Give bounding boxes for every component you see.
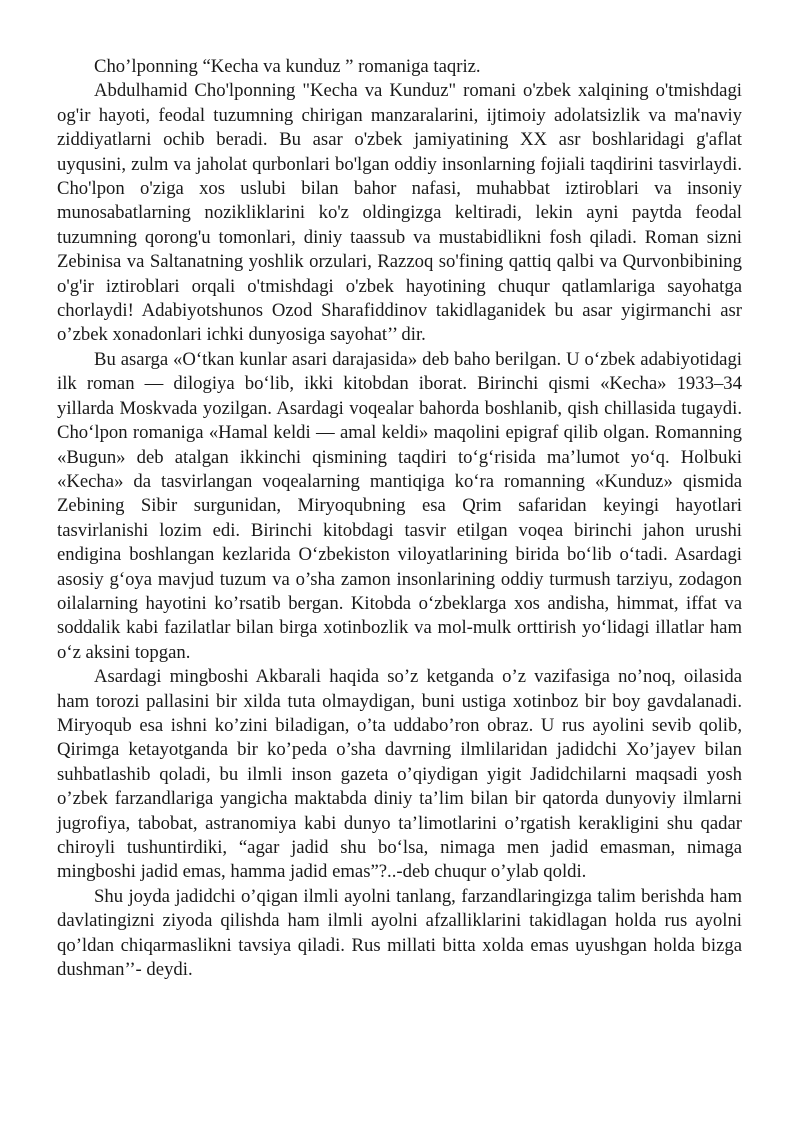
document-page	[57, 55, 742, 982]
paragraph-1: Abdulhamid Cho'lponning "Kecha va Kunduz" romani o'zbek xalqining o'tmishdagi og'ir hayoti, feodal tuzumning chirigan manzaralarini, ijtimoiy adolatsizlik va ma'naviy ziddiyatlarni ochib beradi. Bu asar o'zbek jamiyatining XX asr boshlaridagi g'aflat uyqusini, zulm va jaholat qurbonlari bo'lgan oddiy insonlarning fojiali taqdirini tasvirlaydi. Cho'lpon o'ziga xos uslubi bilan bahor nafasi, muhabbat iztiroblari va insoniy munosabatlarning nozikliklarini ko'z oldingizga keltiradi, lekin ayni paytda feodal tuzumning qorong'u tomonlari, diniy taassub va mustabidlikni fosh qiladi. Roman sizni Zebinisa va Saltanatning yoshlik orzulari, Razzoq so'fining qattiq qalbi va Qurvonbibining o'g'ir iztiroblari orqali o'tmishdagi o'zbek hayotining chuqur qatlamlariga sayohatga chorlaydi! Adabiyotshunos Ozod Sharafiddinov takidlaganidek bu asar yigirmanchi asr o’zbek xonadonlari ichki dunyosiga sayohat’’ dir.	[57, 80, 742, 346]
paragraph-4: Shu joyda jadidchi o’qigan ilmli ayolni tanlang, farzandlaringizga talim berishda ham davlatingizni ziyoda qilishda ham ilmli ayolni afzalliklarini takidlagan holda rus ayolni qo’ldan chiqarmaslikni tavsiya qiladi. Rus millati bitta xolda emas uyushgan holda bizga dushman’’- deydi.	[57, 885, 742, 981]
paragraph-3: Asardagi mingboshi Akbarali haqida so’z ketganda o’z vazifasiga no’noq, oilasida ham torozi pallasini bir xilda tuta olmaydigan, buni ustiga xotinboz bir boy gavdalanadi. Miryoqub esa ishni ko’zini biladigan, o’ta uddabo’ron obraz. U rus ayolini sevib qolib, Qirimga ketayotganda bir ko’peda o’sha davrning ilmlilaridan jadidchi Xo’jayev bilan suhbatlashib qoladi, bu ilmli inson gazeta o’qiydigan yigit Jadidchilarni maqsadi yosh o’zbek farzandlariga yangicha maktabda diniy ta’lim bilan bir qatorda dunyoviy ilmlarni jugrofiya, tabobat, astranomiya kabi dunyo ta’limotlarini o’rgatish kerakligini shu qadar chiroyli tushuntirdiki, “agar jadid shu bo‘lsa, nimaga men jadid emasman, nimaga mingboshi jadid emas, hamma jadid emas”?..-deb chuqur o’ylab qoldi.	[57, 666, 742, 883]
paragraph-2: Bu asarga «O‘tkan kunlar asari darajasida» deb baho berilgan. U o‘zbek adabiyotidagi ilk roman — dilogiya bo‘lib, ikki kitobdan iborat. Birinchi qismi «Kecha» 1933–34 yillarda Moskvada yozilgan. Asardagi voqealar bahorda boshlanib, qish chillasida tugaydi. Cho‘lpon romaniga «Hamal keldi — amal keldi» maqolini epigraf qilib olgan. Romanning «Bugun» deb atalgan ikkinchi qismining taqdiri to‘g‘risida ma’lumot yo‘q. Holbuki «Kecha» da tasvirlangan voqealarning mantiqiga ko‘ra romanning «Kunduz» qismida Zebining Sibir surgunidan, Miryoqubning esa Qrim safaridan keyingi hayotlari tasvirlanishi lozim edi. Birinchi kitobdagi tasvir etilgan voqea birinchi jahon urushi endigina boshlangan kezlarida O‘zbekiston viloyatlarining birida bo‘lib o‘tadi. Asardagi asosiy g‘oya mavjud tuzum va o’sha zamon insonlarining oddiy turmush tarziyu, zodagon oilalarning hayotini ko’rsatib bergan. Kitobda o‘zbeklarga xos andisha, himmat, iffat va soddalik kabi fazilatlar bilan birga xotinbozlik va mol-mulk orttirish yo‘lidagi illatlar ham o‘z aksini topgan.	[57, 348, 742, 663]
document-title: Cho’lponning “Kecha va kunduz ” romaniga taqriz.	[94, 56, 481, 77]
